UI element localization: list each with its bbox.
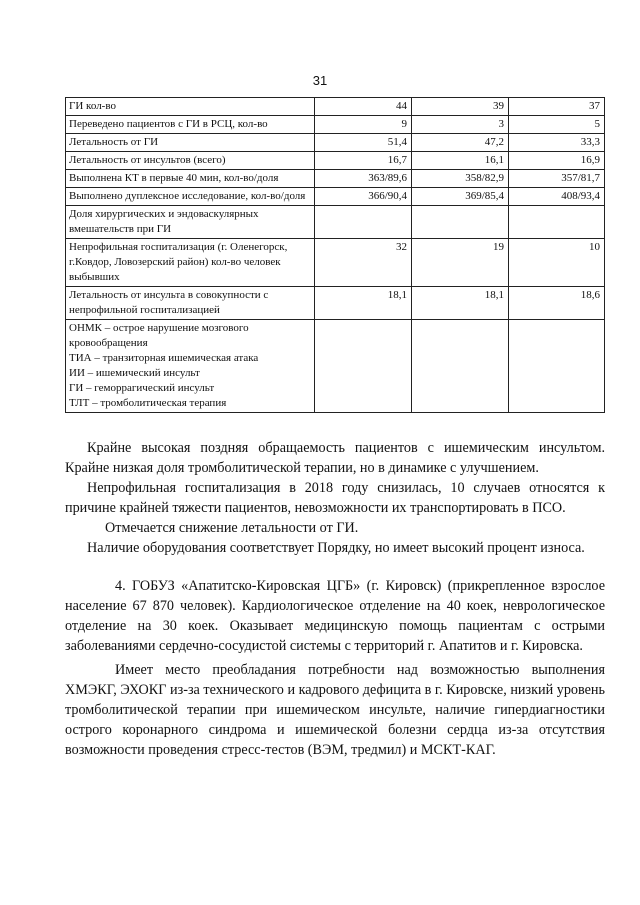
table-cell: 16,7 [315, 152, 412, 170]
table-cell: 16,1 [412, 152, 509, 170]
table-cell: 3 [412, 116, 509, 134]
table-cell: 10 [509, 239, 605, 287]
legend-item: ГИ – геморрагический инсульт [69, 382, 215, 394]
paragraph: Наличие оборудования соответствует Порядку, но имеет высокий процент износа. [87, 540, 585, 556]
section-4 [65, 576, 605, 760]
table-cell [509, 206, 605, 239]
section-4-paragraph: 4. ГОБУЗ «Апатитско-Кировская ЦГБ» (г. Кировск) (прикрепленное взрослое население 67 870 человек). Кардиологическое отделение на 40 коек, неврологическое отделение на 30 коек. Оказывает медицинскую помощь пациентам с острыми заболеваниями сердечно-сосудистой системы с территорий г. Апатитов и г. Кировска. [65, 578, 605, 654]
table-cell: 9 [315, 116, 412, 134]
table-cell [315, 206, 412, 239]
table-cell: 37 [509, 98, 605, 116]
legend-item: ТИА – транзиторная ишемическая атака [69, 352, 259, 364]
table-cell: 408/93,4 [509, 188, 605, 206]
table-row [66, 170, 605, 188]
table-cell: 5 [509, 116, 605, 134]
table-cell: 18,1 [412, 287, 509, 320]
table-row [66, 287, 605, 320]
row-label: Выполнена КТ в первые 40 мин, кол-во/доля [66, 170, 315, 188]
statistics-table [65, 97, 605, 413]
table-row [66, 320, 605, 413]
paragraph: Отмечается снижение летальности от ГИ. [105, 520, 359, 536]
table-cell [315, 320, 412, 413]
table-cell: 366/90,4 [315, 188, 412, 206]
table-row [66, 134, 605, 152]
table-cell: 39 [412, 98, 509, 116]
table-cell: 363/89,6 [315, 170, 412, 188]
row-label: Переведено пациентов с ГИ в РСЦ, кол-во [66, 116, 315, 134]
table-cell [412, 206, 509, 239]
table-cell: 18,1 [315, 287, 412, 320]
table-cell: 19 [412, 239, 509, 287]
legend-item: ОНМК – острое нарушение мозгового кровообращения [69, 322, 249, 349]
table-cell [509, 320, 605, 413]
table-row [66, 98, 605, 116]
table-row [66, 206, 605, 239]
table-row [66, 152, 605, 170]
table-cell: 358/82,9 [412, 170, 509, 188]
table-cell: 47,2 [412, 134, 509, 152]
table-row [66, 188, 605, 206]
table-cell: 357/81,7 [509, 170, 605, 188]
section-4-paragraph-2: Имеет место преобладания потребности над возможностью выполнения ХМЭКГ, ЭХОКГ из-за технического и кадрового дефицита в г. Кировске, низкий уровень тромболитической терапии при ишемическом инсульте, наличие гипердиагностики острого коронарного синдрома и ишемической болезни сердца из-за отсутствия возможности проведения стресс-тестов (ВЭМ, тредмил) и МСКТ-КАГ. [65, 662, 605, 758]
row-label: Летальность от ГИ [66, 134, 315, 152]
row-label: Непрофильная госпитализация (г. Оленегорск, г.Ковдор, Ловозерский район) кол-во человек выбывших [66, 239, 315, 287]
row-label: Выполнено дуплексное исследование, кол-во/доля [66, 188, 315, 206]
paragraph: Крайне высокая поздняя обращаемость пациентов с ишемическим инсультом. Крайне низкая доля тромболитической терапии, но в динамике с улучшением. [65, 440, 605, 476]
table-cell: 18,6 [509, 287, 605, 320]
row-label: ГИ кол-во [66, 98, 315, 116]
conclusions-text [65, 438, 605, 558]
legend-item: ТЛТ – тромболитическая терапия [69, 397, 227, 409]
table-row [66, 239, 605, 287]
table-cell: 44 [315, 98, 412, 116]
table-cell: 33,3 [509, 134, 605, 152]
legend-item: ИИ – ишемический инсульт [69, 367, 200, 379]
row-label: Летальность от инсульта в совокупности с непрофильной госпитализацией [66, 287, 315, 320]
abbreviation-legend [66, 320, 315, 413]
table-row [66, 116, 605, 134]
row-label: Летальность от инсультов (всего) [66, 152, 315, 170]
table-cell: 16,9 [509, 152, 605, 170]
paragraph: Непрофильная госпитализация в 2018 году снизилась, 10 случаев относятся к причине крайней тяжести пациентов, невозможности их транспортировать в ПСО. [65, 480, 605, 516]
table-cell: 369/85,4 [412, 188, 509, 206]
page-number: 31 [312, 73, 328, 88]
row-label: Доля хирургических и эндоваскулярных вмешательств при ГИ [66, 206, 315, 239]
table-cell: 51,4 [315, 134, 412, 152]
table-cell [412, 320, 509, 413]
table-cell: 32 [315, 239, 412, 287]
